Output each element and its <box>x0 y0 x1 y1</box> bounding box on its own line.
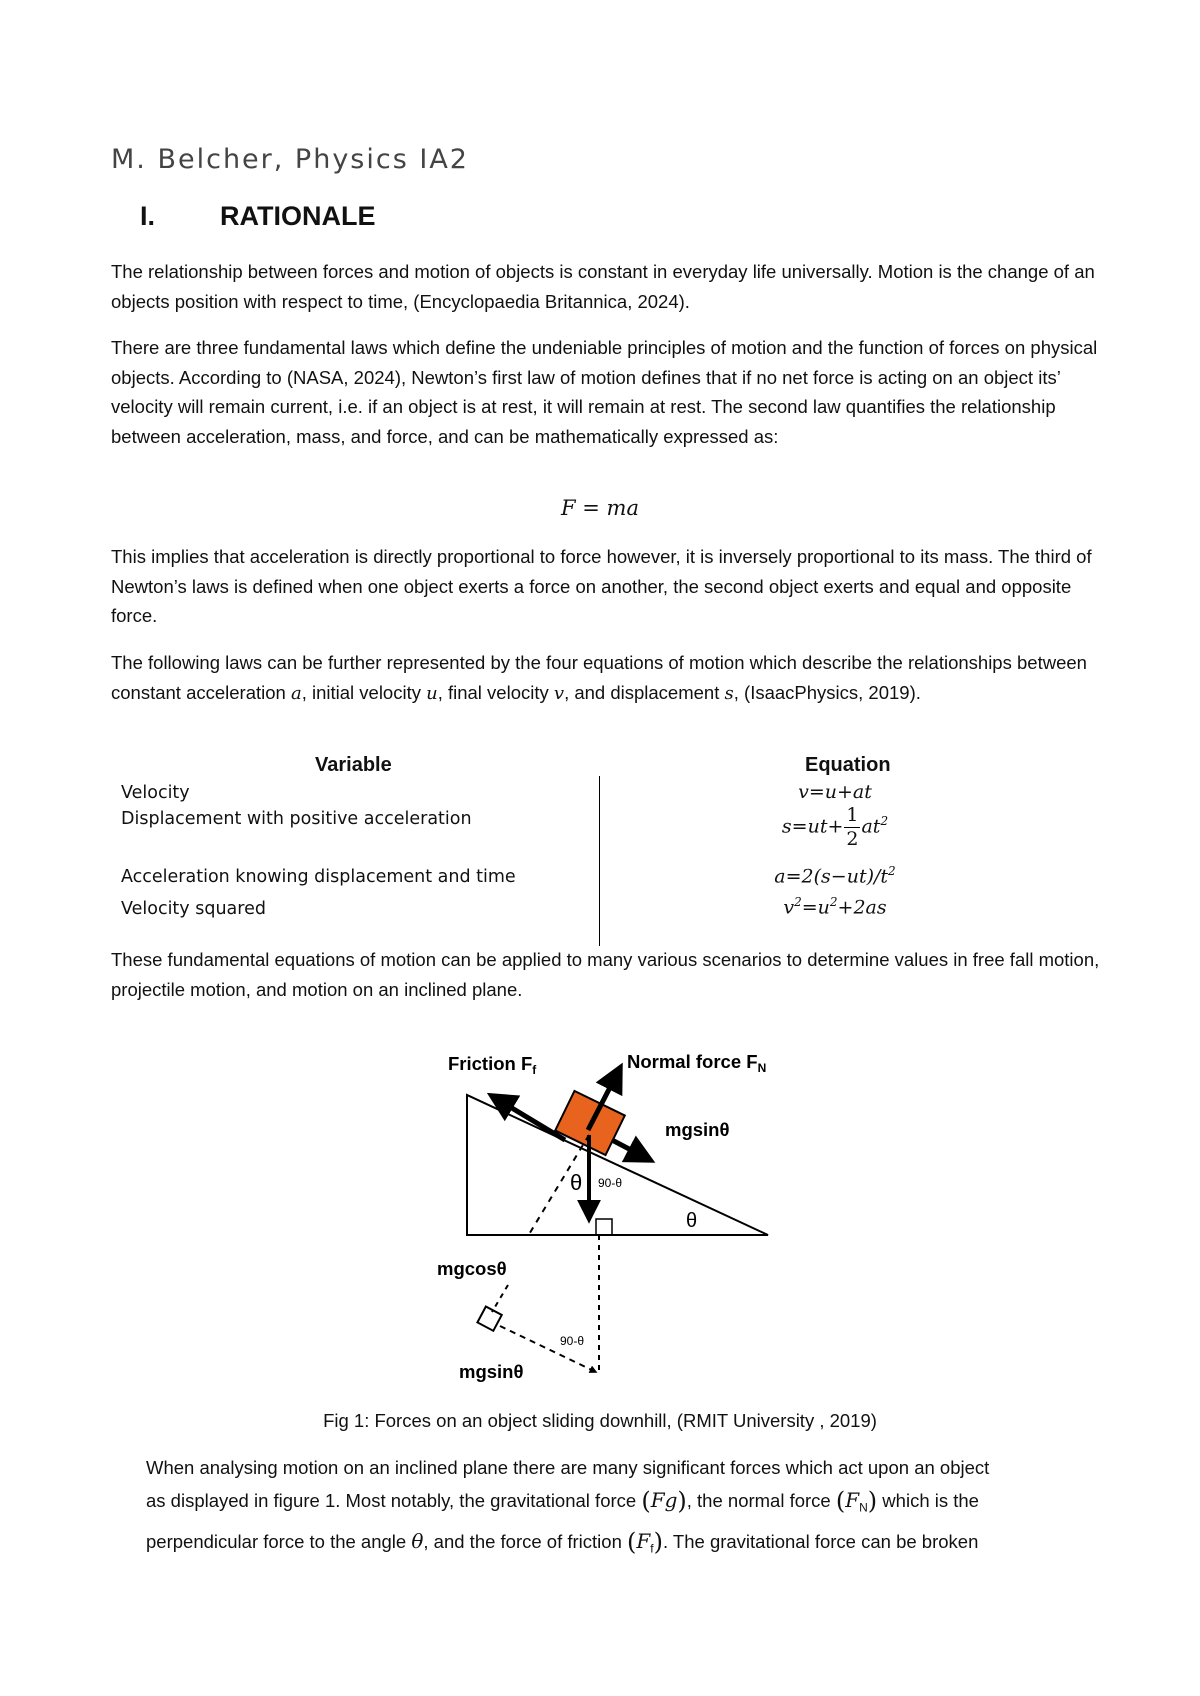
paragraph-line: perpendicular force to the angle θ, and the force of friction $(F_f)$. The gravitational force can be broken <box>146 1527 979 1556</box>
fraction-denominator: 2 <box>846 828 859 850</box>
inclined-plane-diagram <box>420 1038 800 1383</box>
eq-exponent: 2 <box>888 864 896 878</box>
table-header-equation: Equation <box>805 754 891 776</box>
eq-part: at <box>861 815 881 838</box>
paragraph-line: as displayed in figure 1. Most notably, the gravitational force (Fg), the normal force $(F_N)$ which is the <box>146 1487 979 1515</box>
text-run: , the normal force <box>686 1490 836 1511</box>
document-header: M. Belcher, Physics IA2 <box>111 144 469 175</box>
paragraph-inclined-plane <box>146 1451 1096 1565</box>
figure-caption: Fig 1: Forces on an object sliding downhill, (RMIT University , 2019) <box>323 1410 877 1431</box>
eq-exponent: 2 <box>829 895 838 909</box>
paragraph-proportionality: This implies that acceleration is directly proportional to force however, it is inversely proportional to its mass. The third of Newton’s laws is defined when one object exerts a force on another, the second object exerts and equal and opposite force. <box>111 546 1092 626</box>
text-run: perpendicular force to the angle <box>146 1530 412 1552</box>
equation-f-ma: F = ma <box>561 496 639 520</box>
symbol-fn: F <box>845 1488 860 1512</box>
symbol-fg: Fg <box>650 1488 678 1512</box>
eq-part: =u <box>801 896 830 919</box>
symbol-subscript: f <box>650 1541 654 1556</box>
label-normal-force: Normal force $F_N$ <box>627 1051 767 1075</box>
var-u: u <box>426 682 438 704</box>
eq-part: v <box>783 896 795 919</box>
paragraph-applications: These fundamental equations of motion can be applied to many various scenarios to determine values in free fall motion, projectile motion, and motion on an inclined plane. <box>111 949 1100 1000</box>
eq-part: a=2(s−ut)/t <box>774 865 889 888</box>
symbol-theta: θ <box>411 1528 424 1553</box>
label-mgsin-bottom: mgsinθ <box>459 1361 524 1382</box>
right-angle-mark <box>596 1219 612 1235</box>
label-90-theta-1: 90-θ <box>598 1176 623 1190</box>
p4-text-a: The following laws can be further represented by the four equations of motion which describe the relationships between constant acceleration <box>111 652 1087 703</box>
table-row-variable: Acceleration knowing displacement and time <box>121 867 516 887</box>
symbol-subscript: N <box>859 1500 868 1515</box>
text-run: as displayed in figure 1. Most notably, the gravitational force <box>146 1490 642 1511</box>
text-run: which is the <box>877 1490 979 1511</box>
paragraph-equations-intro <box>111 648 1101 708</box>
symbol-ff: F <box>636 1528 651 1553</box>
label-mgcos: mgcosθ <box>437 1258 507 1279</box>
fraction-one-half <box>844 806 860 849</box>
table-divider <box>599 776 600 946</box>
table-row-equation: v=u+at <box>798 781 872 803</box>
var-a: a <box>290 682 302 704</box>
eq-part: s=ut+ <box>781 815 844 838</box>
p4-text-c: , final velocity <box>437 681 554 703</box>
label-90-theta-2: 90-θ <box>560 1334 585 1348</box>
mgcos-component-line <box>492 1285 508 1312</box>
label-mgsin-top: mgsinθ <box>665 1119 730 1140</box>
text-run: , and the force of friction <box>423 1530 627 1552</box>
label-friction: Friction $F_f$ <box>448 1053 537 1077</box>
section-number: I. <box>140 201 156 231</box>
eq-exponent: 2 <box>794 895 802 909</box>
table-row-variable: Velocity squared <box>121 899 266 919</box>
label-theta-1: θ <box>570 1170 583 1195</box>
fraction-numerator: 1 <box>846 804 859 826</box>
label-theta-2: θ <box>686 1210 698 1232</box>
paragraph-line: When analysing motion on an inclined plane there are many significant forces which act upon an object <box>146 1457 990 1478</box>
table-row-variable: Displacement with positive acceleration <box>121 809 472 829</box>
p4-text-d: , and displacement <box>564 681 725 703</box>
var-s: s <box>724 682 734 704</box>
paragraph-motion-definition: The relationship between forces and motion of objects is constant in everyday life universally. Motion is the change of an objects position with respect to time, (Encyclopaedia Britannica, 2024). <box>111 261 1095 312</box>
eq-exponent: 2 <box>880 814 889 829</box>
table-row-equation <box>650 806 1020 849</box>
p4-text-e: , (IsaacPhysics, 2019). <box>733 681 921 703</box>
paragraph-newton-laws: There are three fundamental laws which define the undeniable principles of motion and the function of forces on physical objects. According to (NASA, 2024), Newton’s first law of motion defines that if no net force is acting on an object its’ velocity will remain current, i.e. if an object is at rest, it will remain at rest. The second law quantifies the relationship between acceleration, mass, and force, and can be mathematically expressed as: <box>111 337 1098 447</box>
table-row-variable: Velocity <box>121 783 190 803</box>
eq-part: +2as <box>837 896 887 919</box>
var-v: v <box>553 682 565 704</box>
section-heading <box>140 201 376 232</box>
right-angle-mark <box>477 1306 501 1330</box>
table-header-variable: Variable <box>315 754 392 776</box>
table-row-equation <box>650 895 1020 918</box>
section-title: RATIONALE <box>220 201 376 231</box>
friction-arrow <box>492 1096 565 1140</box>
text-run: . The gravitational force can be broken <box>662 1530 979 1552</box>
mgsin-arrow <box>612 1140 650 1160</box>
table-row-equation <box>650 864 1020 887</box>
p4-text-b: , initial velocity <box>301 681 427 703</box>
